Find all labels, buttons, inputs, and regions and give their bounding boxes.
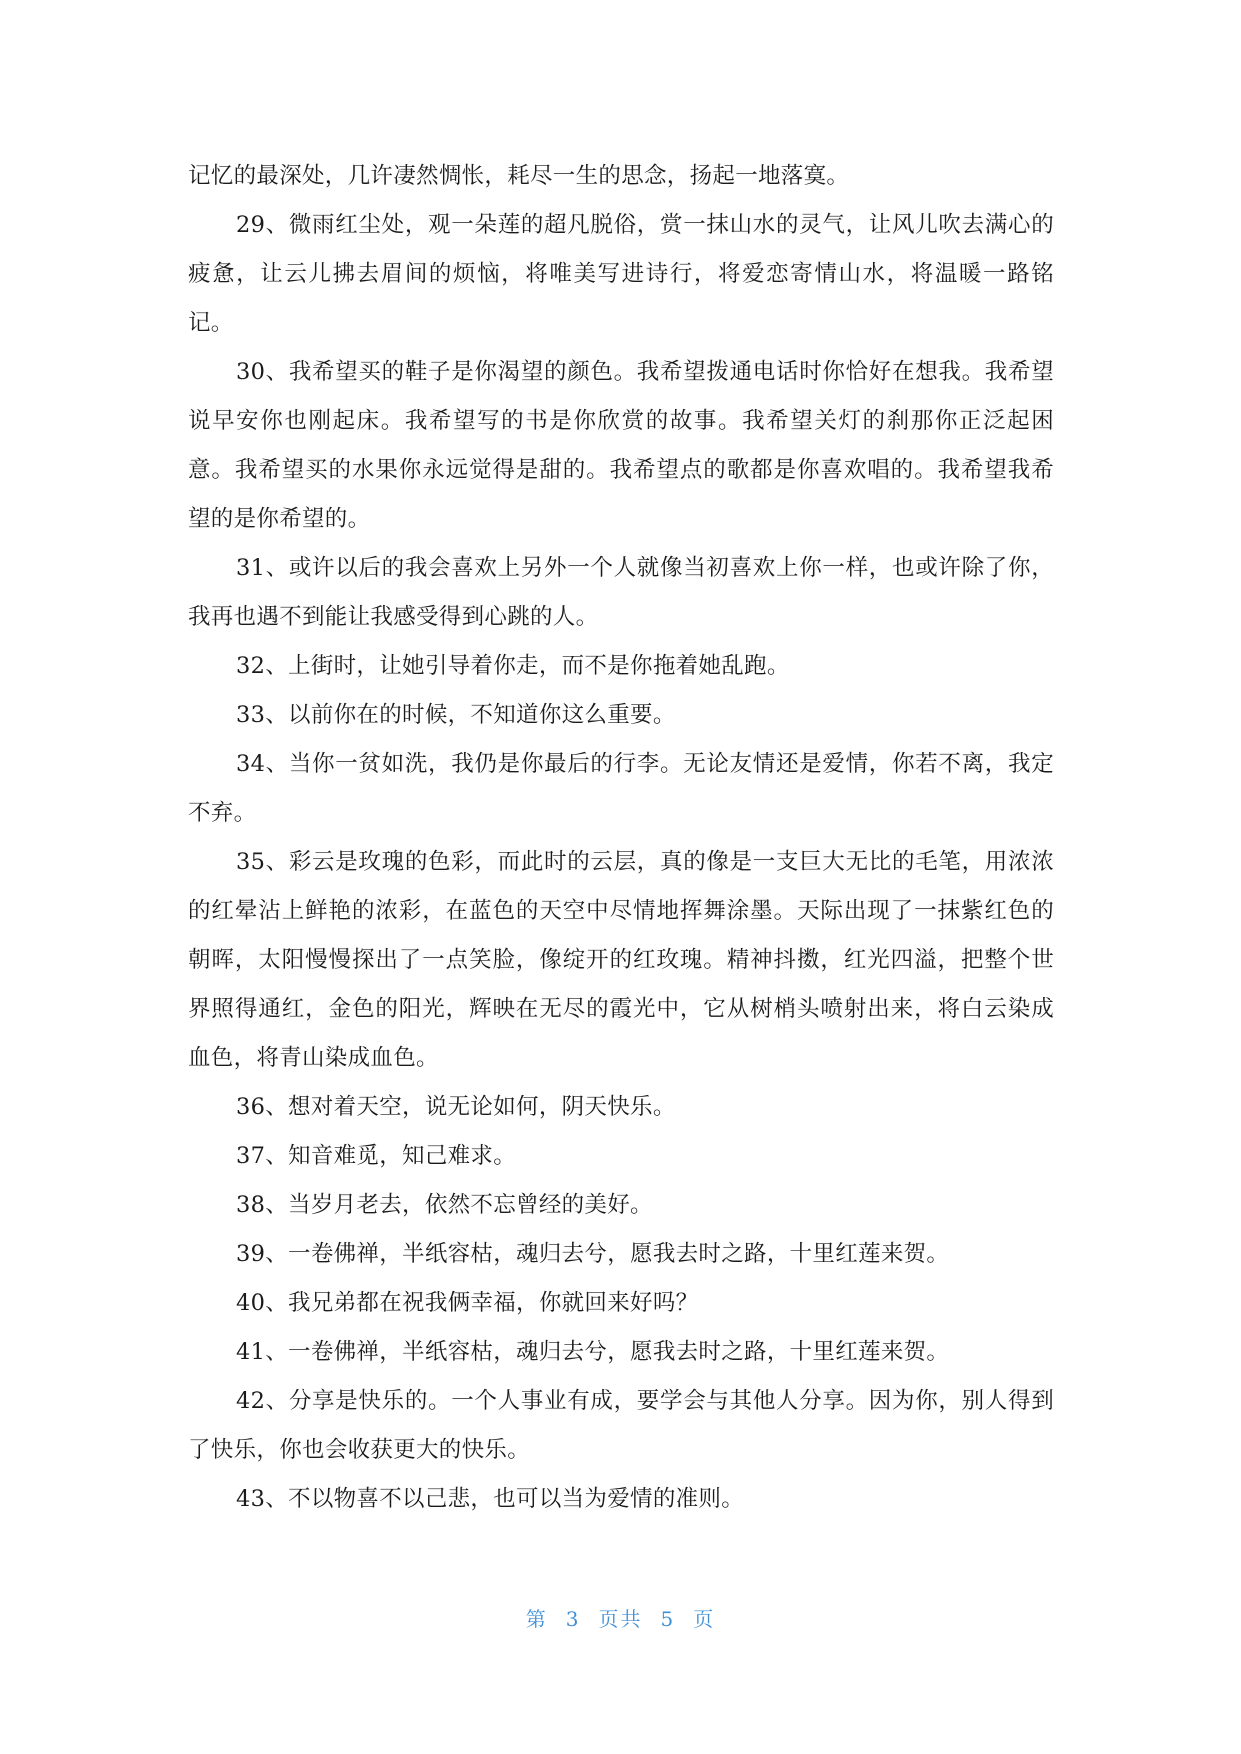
- list-item-paragraph: 40、我兄弟都在祝我俩幸福，你就回来好吗？: [236, 1290, 699, 1316]
- page-footer: [0, 1603, 1241, 1632]
- list-item-paragraph: 31、或许以后的我会喜欢上另外一个人就像当初喜欢上你一样，也或许除了你，我再也遇不到能让我感受得到心跳的人。: [188, 555, 1054, 630]
- footer-current-page: 3: [565, 1607, 581, 1631]
- footer-suffix: 页: [693, 1607, 716, 1631]
- list-item-paragraph: 38、当岁月老去，依然不忘曾经的美好。: [236, 1192, 653, 1218]
- list-item-paragraph: 43、不以物喜不以己悲，也可以当为爱情的准则。: [236, 1486, 745, 1512]
- list-item-paragraph: 37、知音难觅，知己难求。: [236, 1143, 517, 1169]
- footer-prefix: 第: [525, 1607, 548, 1631]
- list-item-paragraph: 32、上街时，让她引导着你走，而不是你拖着她乱跑。: [236, 653, 790, 679]
- list-item-paragraph: 29、微雨红尘处，观一朵莲的超凡脱俗，赏一抹山水的灵气，让风儿吹去满心的疲惫，让云儿拂去眉间的烦恼，将唯美写进诗行，将爱恋寄情山水，将温暖一路铭记。: [188, 212, 1054, 336]
- list-item-paragraph: 39、一卷佛禅，半纸容枯，魂归去兮，愿我去时之路，十里红莲来贺。: [236, 1241, 950, 1267]
- list-item-paragraph: 41、一卷佛禅，半纸容枯，魂归去兮，愿我去时之路，十里红莲来贺。: [236, 1339, 950, 1365]
- list-item-paragraph: 30、我希望买的鞋子是你渴望的颜色。我希望拨通电话时你恰好在想我。我希望说早安你也刚起床。我希望写的书是你欣赏的故事。我希望关灯的刹那你正泛起困意。我希望买的水果你永远觉得是甜的。我希望点的歌都是你喜欢唱的。我希望我希望的是你希望的。: [188, 359, 1054, 532]
- list-item-paragraph: 33、以前你在的时候，不知道你这么重要。: [236, 702, 676, 728]
- footer-middle: 页共: [598, 1607, 643, 1631]
- list-item-paragraph: 35、彩云是玫瑰的色彩，而此时的云层，真的像是一支巨大无比的毛笔，用浓浓的红晕沾上鲜艳的浓彩，在蓝色的天空中尽情地挥舞涂墨。天际出现了一抹紫红色的朝晖，太阳慢慢探出了一点笑脸，像绽开的红玫瑰。精神抖擞，红光四溢，把整个世界照得通红，金色的阳光，辉映在无尽的霞光中，它从树梢头喷射出来，将白云染成血色，将青山染成血色。: [188, 849, 1054, 1071]
- list-item-paragraph: 42、分享是快乐的。一个人事业有成，要学会与其他人分享。因为你，别人得到了快乐，你也会收获更大的快乐。: [188, 1388, 1054, 1463]
- list-item-paragraph: 36、想对着天空，说无论如何，阴天快乐。: [236, 1094, 676, 1120]
- document-body: [188, 152, 1054, 1524]
- list-item-paragraph: 34、当你一贫如洗，我仍是你最后的行李。无论友情还是爱情，你若不离，我定不弃。: [188, 751, 1054, 826]
- footer-total-pages: 5: [660, 1607, 676, 1631]
- continued-paragraph: 记忆的最深处，几许凄然惆怅，耗尽一生的思念，扬起一地落寞。: [188, 163, 850, 189]
